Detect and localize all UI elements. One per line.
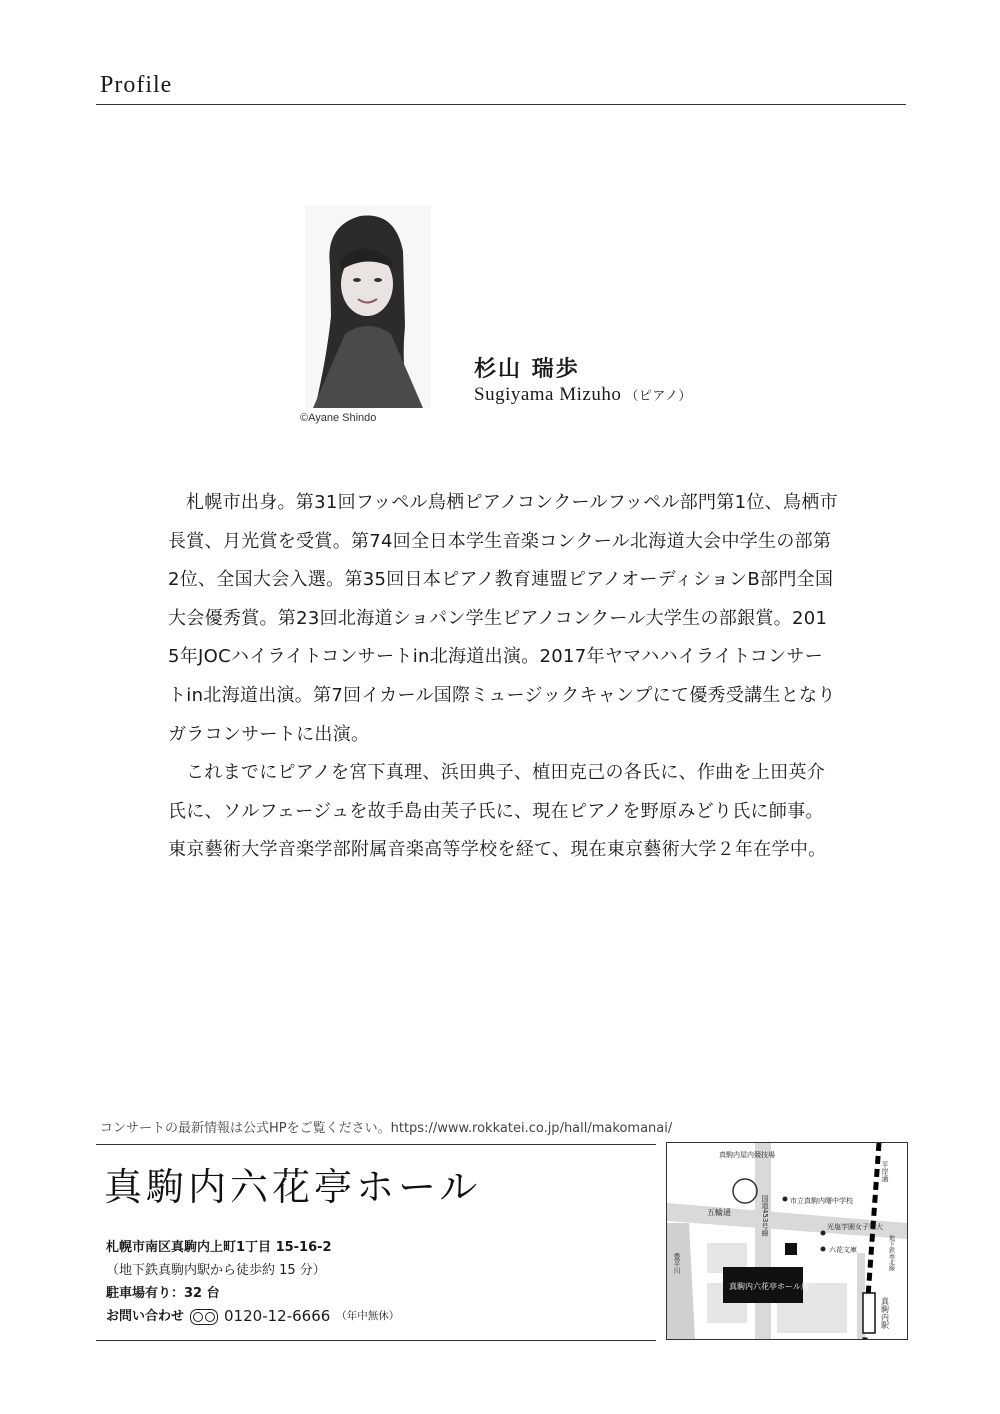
photo-credit: ©Ayane Shindo: [300, 412, 377, 424]
biography-paragraph-2: これまでにピアノを宮下真理、浜田典子、植田克己の各氏に、作曲を上田英介氏に、ソルフェージュを故手島由芙子氏に、現在ピアノを野原みどり氏に師事。東京藝術大学音楽学部附属音楽高等学校を経て、現在東京藝術大学２年在学中。: [168, 762, 827, 861]
biography: [168, 484, 838, 870]
map-label-route453: 国道453号線: [761, 1195, 769, 1237]
website-notice: コンサートの最新情報は公式HPをご覧ください。https://www.rokkatei.co.jp/hall/makomanai/: [100, 1121, 673, 1136]
map-label-library: 六花文庫: [829, 1246, 857, 1254]
map-label-hall: 真駒内六花亭ホール店: [729, 1282, 809, 1291]
contact-phone: 0120-12-6666: [224, 1307, 331, 1325]
map-label-university: 光塩学園女子短大: [827, 1223, 883, 1231]
hall-info: [106, 1236, 399, 1328]
biography-paragraph-1: 札幌市出身。第31回フッペル鳥栖ピアノコンクールフッペル部門第1位、鳥栖市長賞、月光賞を受賞。第74回全日本学生音楽コンクール北海道大会中学生の部第2位、全国大会入選。第35回日本ピアノ教育連盟ピアノオーディションB部門全国大会優秀賞。第23回北海道ショパン学生ピアノコンクール大学生の部銀賞。2015年JOCハイライトコンサートin北海道出演。2017年ヤマハハイライトコンサートin北海道出演。第7回イカール国際ミュージックキャンプにて優秀受講生となりガラコンサートに出演。: [168, 492, 838, 745]
access-map: [666, 1142, 908, 1340]
map-station-icon: [863, 1293, 875, 1333]
section-heading: Profile: [100, 72, 173, 98]
free-dial-icon: [190, 1309, 218, 1325]
phone-note: （年中無休）: [336, 1310, 400, 1322]
map-label-subway: 地下鉄南北線: [887, 1235, 895, 1271]
contact-row: [106, 1305, 399, 1328]
contact-label: お問い合わせ: [106, 1309, 185, 1324]
hall-logo-text: 真駒内六花亭ホール: [104, 1165, 482, 1209]
map-label-gorin: 五輪通: [707, 1208, 731, 1217]
map-road-453: [755, 1143, 771, 1339]
performer-name-romanized: Sugiyama Mizuho: [474, 384, 622, 405]
hall-access: （地下鉄真駒内駅から徒歩約 15 分）: [106, 1263, 326, 1278]
hall-address: 札幌市南区真駒内上町1丁目 15-16-2: [106, 1240, 332, 1255]
map-label-station: 真駒内駅: [880, 1297, 890, 1329]
map-label-stadium: 真駒内屋内競技場: [719, 1151, 775, 1159]
performer-role: （ピアノ）: [625, 389, 692, 404]
map-hall-marker: [785, 1243, 797, 1255]
hall-parking: 駐車場有り：32 台: [106, 1286, 220, 1301]
heading-divider: [96, 104, 906, 105]
map-label-hiragishi: 平岸通: [881, 1161, 889, 1182]
map-label-river: 豊平川: [673, 1253, 681, 1274]
footer-divider-top: [96, 1144, 656, 1145]
hall-logo: [104, 1160, 504, 1212]
performer-name-english: [474, 384, 692, 406]
performer-photo: [305, 206, 431, 408]
map-label-school: 市立真駒内曙中学校: [790, 1197, 853, 1205]
footer-divider-bottom: [96, 1340, 656, 1341]
performer-name-japanese: 杉山 瑞歩: [474, 357, 580, 382]
